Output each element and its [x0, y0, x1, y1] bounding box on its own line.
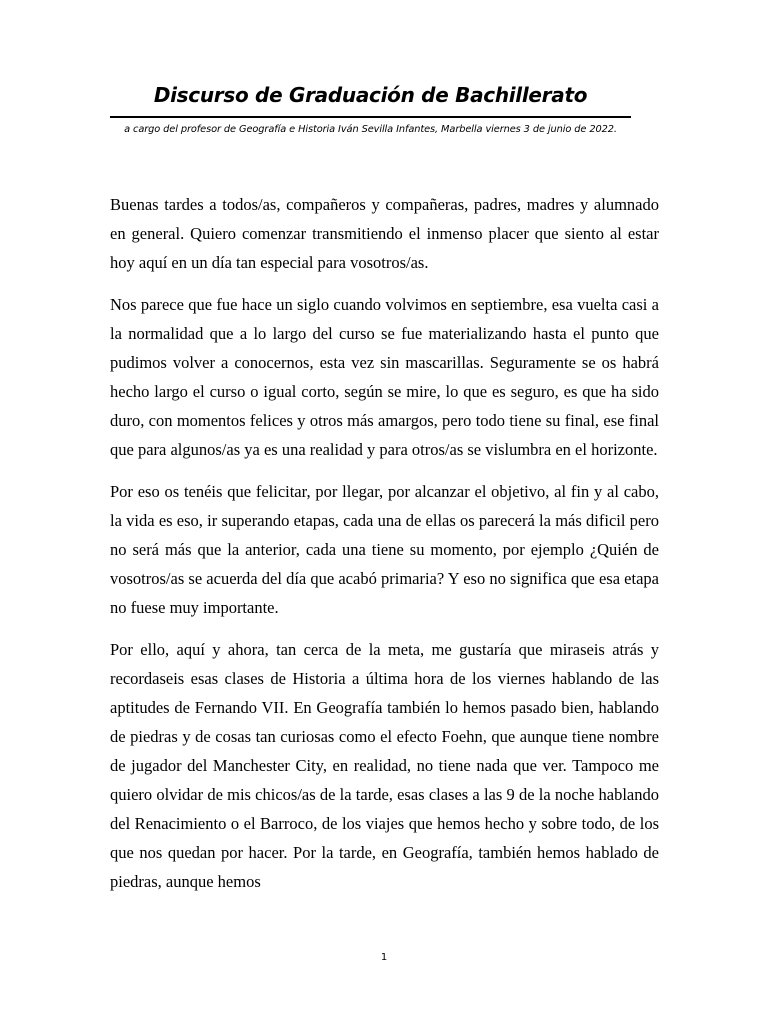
document-body [110, 190, 659, 909]
document-title: Discurso de Graduación de Bachillerato [153, 83, 588, 107]
page-number: 1 [380, 952, 388, 963]
paragraph: Por ello, aquí y ahora, tan cerca de la meta, me gustaría que miraseis atrás y recordaseis esas clases de Historia a última hora de los viernes hablando de las aptitudes de Fernando VII. En Geografía también lo hemos pasado bien, hablando de piedras y de cosas tan curiosas como el efecto Foehn, que aunque tiene nombre de jugador del Manchester City, en realidad, no tiene nada que ver. Tampoco me quiero olvidar de mis chicos/as de la tarde, esas clases a las 9 de la noche hablando del Renacimiento o el Barroco, de los viajes que hemos hecho y sobre todo, de los que nos quedan por hacer. Por la tarde, en Geografía, también hemos hablado de piedras, aunque hemos [110, 640, 659, 891]
title-underline [110, 116, 631, 118]
paragraph: Buenas tardes a todos/as, compañeros y compañeras, padres, madres y alumnado en general. Quiero comenzar transmitiendo el inmenso placer que siento al estar hoy aquí en un día tan especial para vosotros/as. [110, 195, 659, 272]
paragraph: Por eso os tenéis que felicitar, por llegar, por alcanzar el objetivo, al fin y al cabo, la vida es eso, ir superando etapas, cada una de ellas os parecerá la más dificil pero no será más que la anterior, cada una tiene su momento, por ejemplo ¿Quién de vosotros/as se acuerda del día que acabó primaria? Y eso no significa que esa etapa no fuese muy importante. [110, 482, 659, 617]
document-subtitle: a cargo del profesor de Geografía e Historia Iván Sevilla Infantes, Marbella viernes 3 de junio de 2022. [124, 124, 617, 135]
paragraph: Nos parece que fue hace un siglo cuando volvimos en septiembre, esa vuelta casi a la normalidad que a lo largo del curso se fue materializando hasta el punto que pudimos volver a conocernos, esta vez sin mascarillas. Seguramente se os habrá hecho largo el curso o igual corto, según se mire, lo que es seguro, es que ha sido duro, con momentos felices y otros más amargos, pero todo tiene su final, ese final que para algunos/as ya es una realidad y para otros/as se vislumbra en el horizonte. [110, 295, 659, 459]
